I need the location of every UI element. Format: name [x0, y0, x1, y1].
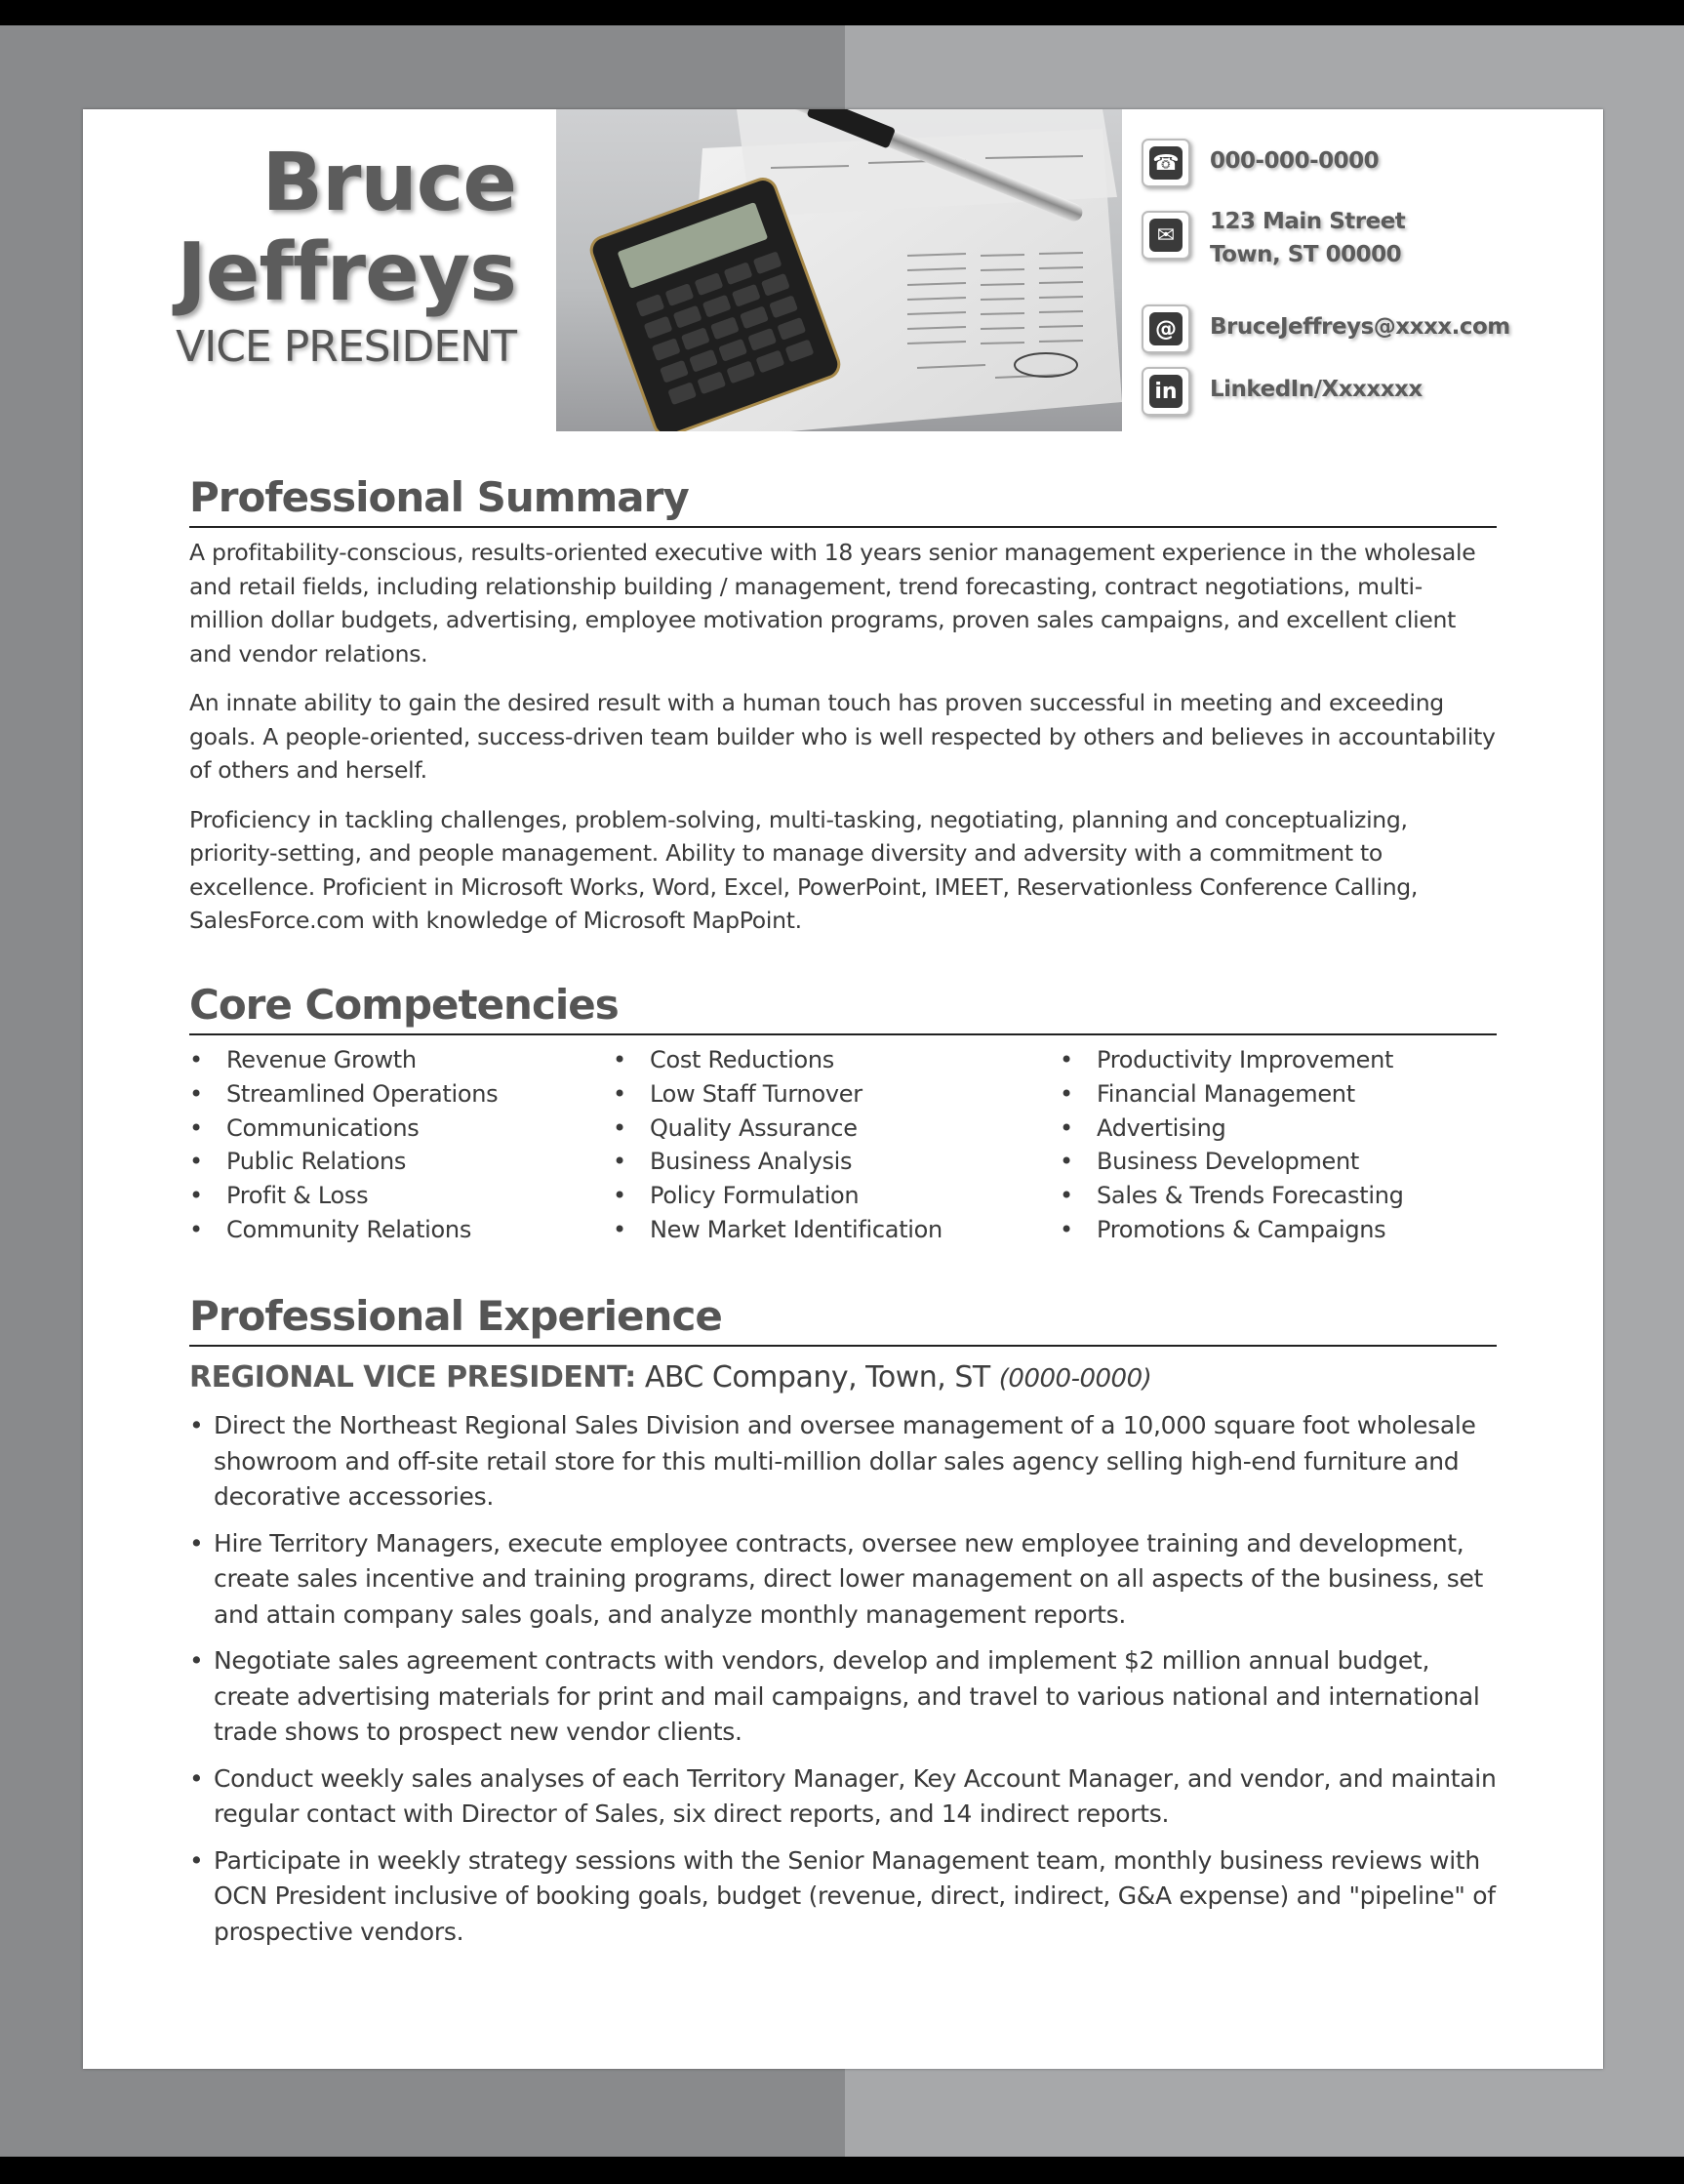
competencies-column-1 [189, 1043, 613, 1247]
candidate-name [177, 139, 516, 318]
resume-page [83, 109, 1603, 2069]
experience-bullet: • Participate in weekly strategy sessions with the Senior Management team, monthly business reviews with OCN President inclusive of booking goals, budget (revenue, direct, indirect, G&A expense) and "pipeline" of prospective vendors. [189, 1843, 1497, 1951]
job-company: ABC Company, Town, ST [635, 1360, 999, 1395]
experience-section [189, 1292, 1497, 1961]
competency-item: • Low Staff Turnover [613, 1077, 1060, 1112]
experience-bullet: • Negotiate sales agreement contracts with vendors, develop and implement $2 million annual budget, create advertising materials for print and mail campaigns, and travel to various national and international trade shows to prospect new vendor clients. [189, 1643, 1497, 1751]
contact-address-row [1142, 205, 1405, 271]
competency-item: • Business Development [1060, 1145, 1489, 1179]
competency-item: • Policy Formulation [613, 1179, 1060, 1213]
competency-item: • New Market Identification [613, 1213, 1060, 1247]
competency-item: • Business Analysis [613, 1145, 1060, 1179]
competency-item: • Promotions & Campaigns [1060, 1213, 1489, 1247]
experience-bullet: • Direct the Northeast Regional Sales Division and oversee management of a 10,000 square foot wholesale showroom and off-site retail store for this multi-million dollar sales agency selling high-end furniture and decorative accessories. [189, 1408, 1497, 1516]
email-at-icon: @ [1142, 304, 1190, 353]
experience-heading: Professional Experience [189, 1292, 1497, 1347]
experience-bullet: • Conduct weekly sales analyses of each Territory Manager, Key Account Manager, and vendor, and maintain regular contact with Director of Sales, six direct reports, and 14 indirect reports. [189, 1761, 1497, 1833]
competencies-column-3 [1060, 1043, 1489, 1247]
competencies-column-2 [613, 1043, 1060, 1247]
photo-illustration [556, 109, 1122, 431]
experience-bullet: • Hire Territory Managers, execute employee contracts, oversee new employee training and development, create sales incentive and training programs, direct lower management on all aspects of the business, set and attain company sales goals, and analyze monthly management reports. [189, 1526, 1497, 1634]
competency-item: • Revenue Growth [189, 1043, 613, 1077]
mail-icon: ✉ [1142, 211, 1190, 260]
job-title-line [189, 1356, 1497, 1400]
competency-item: • Cost Reductions [613, 1043, 1060, 1077]
address-line-1: 123 Main Street [1210, 209, 1406, 234]
address-line-2: Town, ST 00000 [1210, 242, 1402, 267]
competency-item: • Public Relations [189, 1145, 613, 1179]
contact-linkedin-row [1142, 367, 1423, 416]
calculator-and-pen-photo [556, 109, 1122, 431]
first-name: Bruce [261, 137, 516, 229]
summary-paragraph-2: An innate ability to gain the desired result with a human touch has proven successful in meeting and exceeding goals. A people-oriented, success-driven team builder who is well respected by others and believes in accountability of others and herself. [189, 689, 1496, 784]
competency-item: • Profit & Loss [189, 1179, 613, 1213]
candidate-title: VICE PRESIDENT [176, 322, 516, 372]
competency-item: • Communications [189, 1112, 613, 1146]
competency-item: • Quality Assurance [613, 1112, 1060, 1146]
contact-phone-row [1142, 139, 1379, 187]
summary-paragraph-1: A profitability-conscious, results-oriented executive with 18 years senior management experience in the wholesale and retail fields, including relationship building / management, trend forecasting, contract negotiations, multi-million dollar budgets, advertising, employee motivation programs, proven sales campaigns, and excellent client and vendor relations. [189, 539, 1476, 667]
competencies-heading: Core Competencies [189, 981, 1497, 1035]
competencies-section [189, 981, 1497, 1247]
address [1210, 205, 1405, 271]
linkedin-icon: in [1142, 367, 1190, 416]
competency-item: • Financial Management [1060, 1077, 1489, 1112]
contact-email-row [1142, 304, 1510, 353]
competency-item: • Community Relations [189, 1213, 613, 1247]
competencies-grid [189, 1043, 1497, 1247]
experience-bullets [189, 1408, 1497, 1950]
summary-heading: Professional Summary [189, 473, 1497, 528]
competency-item: • Streamlined Operations [189, 1077, 613, 1112]
last-name: Jeffreys [177, 226, 516, 319]
phone-icon: ☎ [1142, 139, 1190, 187]
competency-item: • Advertising [1060, 1112, 1489, 1146]
linkedin-link[interactable]: LinkedIn/Xxxxxxx [1210, 377, 1423, 402]
competency-item: • Productivity Improvement [1060, 1043, 1489, 1077]
job-dates: (0000-0000) [998, 1364, 1152, 1394]
summary-paragraph-3: Proficiency in tackling challenges, problem-solving, multi-tasking, negotiating, planning and conceptualizing, priority-setting, and people management. Ability to manage diversity and adversity with a commitment to excellence. Proficient in Microsoft Works, Word, Excel, PowerPoint, IMEET, Reservationless Conference Calling, SalesForce.com with knowledge of Microsoft MapPoint. [189, 805, 1419, 934]
email-link[interactable]: BruceJeffreys@xxxx.com [1210, 314, 1510, 340]
competency-item: • Sales & Trends Forecasting [1060, 1179, 1489, 1213]
summary-section [189, 473, 1497, 953]
phone-number: 000-000-0000 [1210, 148, 1380, 174]
job-role: REGIONAL VICE PRESIDENT: [189, 1360, 636, 1395]
